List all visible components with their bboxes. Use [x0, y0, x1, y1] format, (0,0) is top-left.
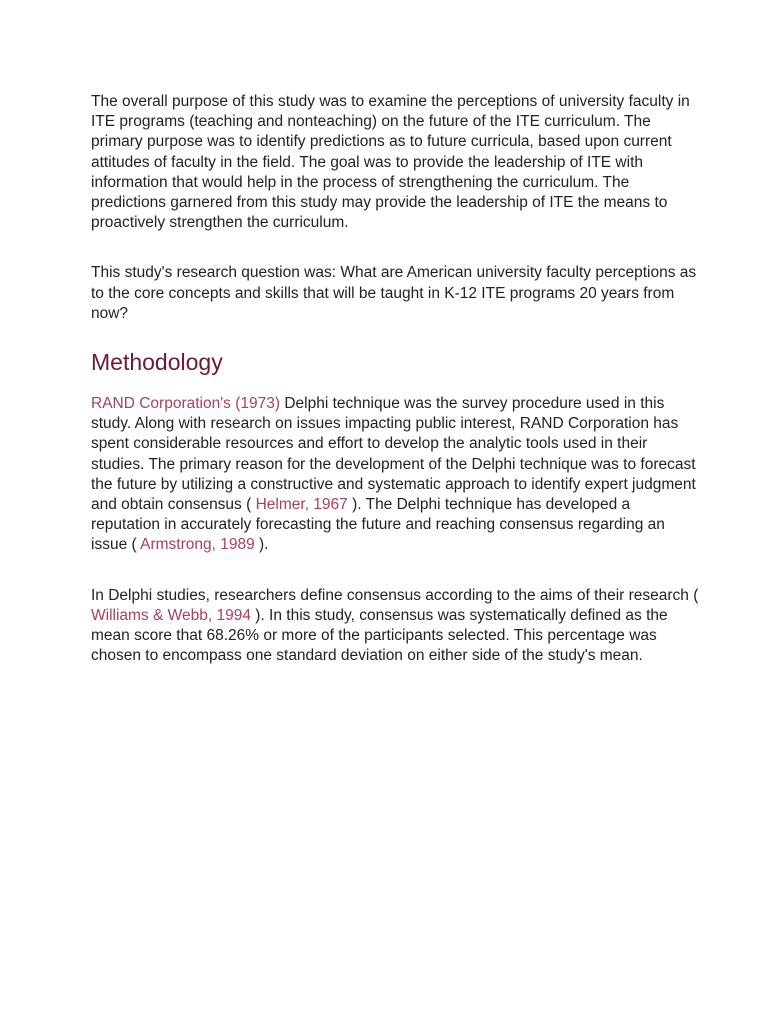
citation-link-helmer-1967[interactable]: Helmer, 1967 [255, 496, 348, 514]
consensus-text-part-a: In Delphi studies, researchers define consensus according to the aims of their research ( [91, 586, 699, 604]
methodology-heading: Methodology [91, 349, 223, 376]
citation-link-armstrong-1989[interactable]: Armstrong, 1989 [140, 536, 255, 554]
citation-link-williams-webb-1994[interactable]: Williams & Webb, 1994 [91, 606, 251, 624]
delphi-text-part-c: ). [254, 536, 269, 554]
methodology-paragraph-consensus [91, 586, 702, 667]
methodology-paragraph-delphi [91, 394, 702, 556]
consensus-text-part-b: ). In this study, consensus was systematically defined as the mean score that 68.26% or more of the participants selected. This percentage was chosen to encompass one standard deviation on either side of the study's mean. [91, 606, 668, 665]
intro-paragraph-research-question: This study's research question was: What are American university faculty perceptions as to the core concepts and skills that will be taught in K-12 ITE programs 20 years from now? [91, 264, 697, 322]
citation-link-rand-1973[interactable]: RAND Corporation's (1973) [91, 395, 281, 413]
intro-paragraph-purpose: The overall purpose of this study was to examine the perceptions of university faculty in ITE programs (teaching and nonteaching) on the future of the ITE curriculum. The primary purpose was to identify predictions as to future curricula, based upon current attitudes of faculty in the field. The goal was to provide the leadership of ITE with information that would help in the process of strengthening the curriculum. The predictions garnered from this study may provide the leadership of ITE the means to proactively strengthen the curriculum. [91, 93, 690, 232]
delphi-text-part-b: ). The Delphi technique has developed a reputation in accurately forecasting the future and reaching consensus regarding an issue ( [91, 496, 665, 554]
delphi-text-part-a: Delphi technique was the survey procedure used in this study. Along with research on issues impacting public interest, RAND Corporation has spent considerable resources and effort to develop the analytic tools used in their studies. The primary reason for the development of the Delphi technique was to forecast the future by utilizing a constructive and systematic approach to identify expert judgment and obtain consensus ( [91, 395, 696, 514]
